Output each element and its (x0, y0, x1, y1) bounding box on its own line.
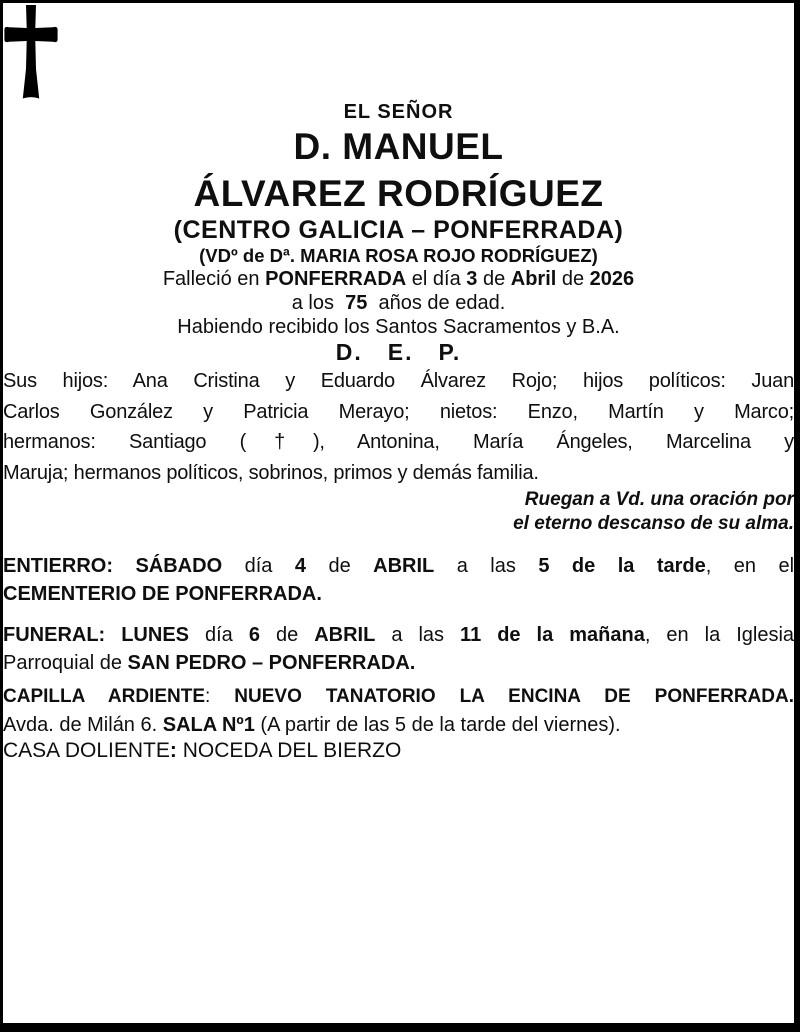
deceased-name (3, 123, 794, 217)
funeral-line: FUNERAL: LUNES día 6 de ABRIL a las 11 de la mañana, en la Iglesia (3, 624, 795, 646)
dep-abbreviation: D. E. P. (335, 339, 462, 365)
mourning-house-line: CASA DOLIENTE: NOCEDA DEL BIERZO (3, 739, 402, 762)
funeral-line: Parroquial de SAN PEDRO – PONFERRADA. (3, 652, 416, 674)
deceased-name-line2: ÁLVAREZ RODRÍGUEZ (193, 173, 604, 214)
funeral-paragraph (3, 621, 794, 677)
honorific-label: EL SEÑOR (343, 101, 454, 123)
prayer-line: el eterno descanso de su alma. (513, 513, 794, 534)
age-line: a los 75 años de edad. (291, 292, 506, 314)
family-line: Maruja; hermanos políticos, sobrinos, primos y demás familia. (3, 461, 539, 484)
affiliation-note: (CENTRO GALICIA – PONFERRADA) (173, 216, 624, 244)
chapel-line: CAPILLA ARDIENTE: NUEVO TANATORIO LA ENCINA DE PONFERRADA. (3, 686, 795, 707)
widower-note: (VDº de Dª. MARIA ROSA ROJO RODRÍGUEZ) (199, 245, 598, 266)
deceased-name-line1: D. MANUEL (293, 126, 504, 167)
prayer-line: Ruegan a Vd. una oración por (524, 489, 794, 510)
burial-line: CEMENTERIO DE PONFERRADA. (3, 583, 322, 605)
death-date-line: Falleció en PONFERRADA el día 3 de Abril de 2026 (162, 268, 635, 290)
family-paragraph (3, 366, 794, 488)
family-line: Sus hijos: Ana Cristina y Eduardo Álvarez Rojo; hijos políticos: Juan (3, 370, 794, 392)
family-line: Carlos González y Patricia Merayo; nietos: Enzo, Martín y Marco; (3, 400, 794, 423)
family-line: hermanos: Santiago (†), Antonina, María Ángeles, Marcelina y (3, 431, 794, 453)
burial-paragraph (3, 552, 794, 608)
prayer-request (3, 488, 794, 536)
chapel-paragraph (3, 683, 794, 739)
sacraments-line: Habiendo recibido los Santos Sacramentos y B.A. (177, 316, 620, 338)
burial-line: ENTIERRO: SÁBADO día 4 de ABRIL a las 5 de la tarde, en el (3, 555, 795, 577)
chapel-line: Avda. de Milán 6. SALA Nº1 (A partir de las 5 de la tarde del viernes). (3, 714, 621, 736)
latin-cross-icon (3, 3, 59, 101)
